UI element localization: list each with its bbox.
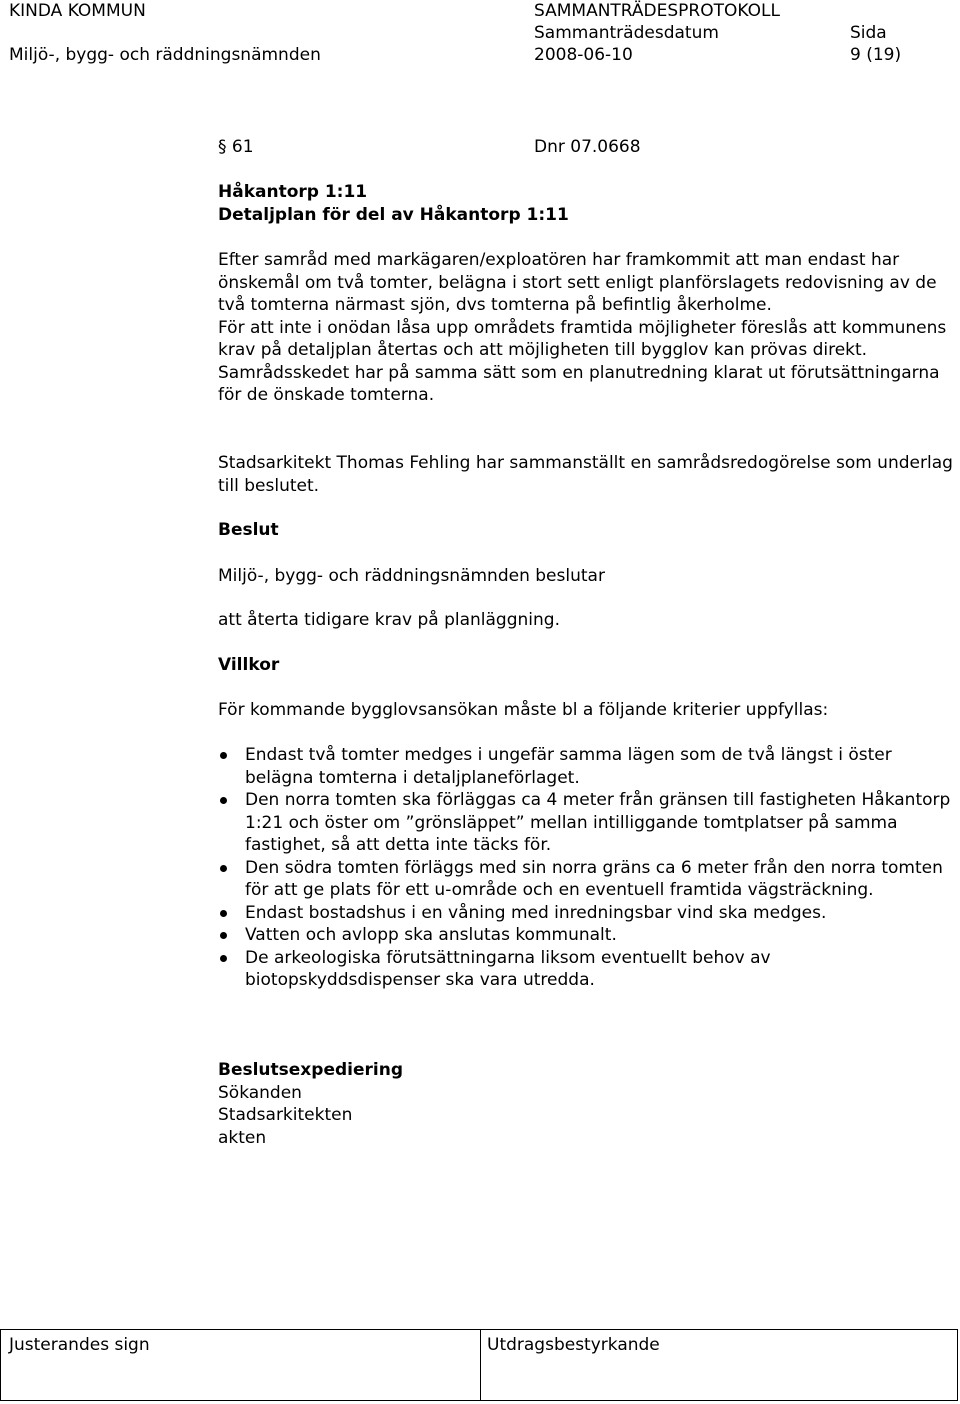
distribution-heading: Beslutsexpediering (218, 1060, 403, 1080)
list-item (218, 789, 956, 857)
document-type: SAMMANTRÄDESPROTOKOLL (534, 1, 780, 21)
architect-section (218, 452, 954, 497)
list-item (218, 857, 956, 902)
case-title: Håkantorp 1:11 (218, 182, 368, 202)
list-item (218, 947, 956, 992)
page-number: 9 (19) (850, 45, 902, 65)
conditions-intro: För kommande bygglovsansökan måste bl a följande kriterier uppfyllas: (218, 700, 829, 720)
paragraph-2: För att inte i onödan låsa upp områdets framtida möjligheter föreslås att kommunens krav på detaljplan återtas och att möjligheten till bygglov kan prövas direkt. Samrådsskedet har på samma sätt som en planutredning klarat ut förutsättningarna för de önskade tomterna. (218, 317, 947, 405)
committee-name: Miljö-, bygg- och räddningsnämnden (9, 45, 321, 65)
paragraph-1: Efter samråd med markägaren/exploatören har framkommit att man endast har önskemål om två tomter, belägna i stort sett enligt planförslagets redovisning av de två tomterna närmast sjön, dvs tomterna på befintlig åkerholme. (218, 250, 937, 315)
table-divider (480, 1330, 481, 1400)
conditions-list (218, 744, 956, 992)
page-label: Sida (850, 23, 887, 43)
list-item-text: Den södra tomten förläggs med sin norra gräns ca 6 meter från den norra tomten för att ge plats för ett u-område och en eventuell framtida vägsträckning. (245, 857, 943, 900)
signature-table (0, 1329, 958, 1401)
decision-text: att återta tidigare krav på planläggning. (218, 610, 560, 630)
recipient: Sökanden (218, 1083, 302, 1103)
org-name: KINDA KOMMUN (9, 1, 146, 21)
bullet-icon (220, 752, 227, 759)
list-item-text: Endast två tomter medges i ungefär samma lägen som de två längst i öster belägna tomterna i detaljplaneförlaget. (245, 745, 892, 788)
decision-intro: Miljö-, bygg- och räddningsnämnden beslutar (218, 566, 605, 586)
decision-heading: Beslut (218, 520, 279, 540)
case-number: § 61 (218, 137, 254, 157)
list-item-text: Endast bostadshus i en våning med inredningsbar vind ska medges. (245, 902, 827, 923)
conditions-heading: Villkor (218, 655, 280, 675)
list-item-text: Den norra tomten ska förläggas ca 4 meter från gränsen till fastigheten Håkantorp 1:21 och öster om ”grönsläppet” mellan intilliggande tomtplatser på samma fastighet, så att detta inte täcks för. (245, 790, 951, 855)
utdragsbestyrkande-label: Utdragsbestyrkande (487, 1335, 660, 1355)
date-label: Sammanträdesdatum (534, 23, 719, 43)
case-dnr: Dnr 07.0668 (534, 137, 641, 157)
background-section (218, 249, 954, 407)
meeting-date: 2008-06-10 (534, 45, 633, 65)
justerandes-sign-label: Justerandes sign (9, 1335, 150, 1355)
list-item (218, 924, 956, 947)
bullet-icon (220, 797, 227, 804)
bullet-icon (220, 932, 227, 939)
list-item (218, 744, 956, 789)
recipient: akten (218, 1128, 267, 1148)
bullet-icon (220, 955, 227, 962)
list-item-text: De arkeologiska förutsättningarna liksom eventuellt behov av biotopskyddsdispenser ska vara utredda. (245, 947, 771, 990)
recipient: Stadsarkitekten (218, 1105, 353, 1125)
list-item-text: Vatten och avlopp ska anslutas kommunalt. (245, 925, 617, 945)
bullet-icon (220, 865, 227, 872)
bullet-icon (220, 910, 227, 917)
paragraph-3: Stadsarkitekt Thomas Fehling har sammanställt en samrådsredogörelse som underlag till beslutet. (218, 453, 953, 496)
list-item (218, 902, 956, 925)
case-subtitle: Detaljplan för del av Håkantorp 1:11 (218, 205, 569, 225)
